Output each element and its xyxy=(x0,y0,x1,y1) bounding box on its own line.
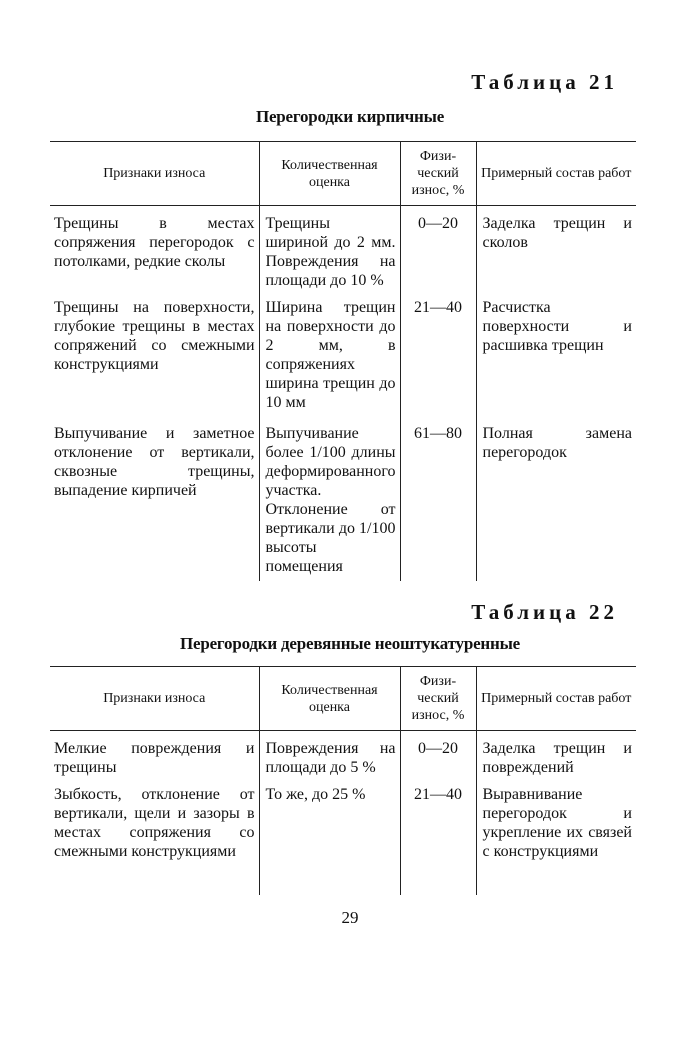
cell-physical-wear: 61—80 xyxy=(400,416,476,581)
page-number: 29 xyxy=(341,908,359,927)
cell-wear-signs: Выпучивание и заметное отклонение от вертикали, сквозные трещины, выпадение кирпичей xyxy=(54,425,255,499)
cell-wear-signs: Зыбкость, отклонение от вертикали, щели и зазоры в местах сопряжения со смежными конструкциями xyxy=(54,786,255,860)
table-22 xyxy=(50,666,636,895)
table-22-title: Перегородки деревянные неоштукатуренные xyxy=(179,634,521,653)
cell-quantitative-assessment: То же, до 25 % xyxy=(259,777,400,895)
cell-quantitative-assessment: Повреждения на площади до 5 % xyxy=(259,731,400,778)
cell-work-composition: Заделка трещин и повреждений xyxy=(476,731,636,778)
header-wear-signs: Признаки износа xyxy=(50,667,259,731)
table-21 xyxy=(50,141,636,581)
cell-physical-wear: 0—20 xyxy=(400,731,476,778)
cell-wear-signs: Трещины в местах сопряжения перегородок с потолками, редкие сколы xyxy=(54,215,255,270)
header-quantitative-assessment: Количественная оценка xyxy=(259,667,400,731)
table-row xyxy=(50,290,636,416)
cell-work-composition: Заделка трещин и сколов xyxy=(476,206,636,291)
table-header-row xyxy=(50,142,636,206)
header-physical-wear: Физи-ческий износ, % xyxy=(400,142,476,206)
header-work-composition: Примерный состав работ xyxy=(476,142,636,206)
header-work-composition: Примерный состав работ xyxy=(476,667,636,731)
table-row xyxy=(50,206,636,291)
table-21-title: Перегородки кирпичные xyxy=(255,107,445,126)
cell-quantitative-assessment: Выпучивание более 1/100 длины деформированного участка. Отклонение от вертикали до 1/100 высоты помещения xyxy=(259,416,400,581)
table-header-row xyxy=(50,667,636,731)
cell-work-composition: Выравнивание перегородок и укрепление их связей с конструкциями xyxy=(476,777,636,895)
cell-wear-signs: Трещины на поверхности, глубокие трещины в местах сопряжений со смежными конструкциями xyxy=(54,299,255,373)
table-row xyxy=(50,416,636,581)
cell-quantitative-assessment: Ширина трещин на поверхности до 2 мм, в сопряжениях ширина трещин до 10 мм xyxy=(259,290,400,416)
cell-physical-wear: 21—40 xyxy=(400,777,476,895)
table-row xyxy=(50,731,636,778)
header-physical-wear: Физи-ческий износ, % xyxy=(400,667,476,731)
header-wear-signs: Признаки износа xyxy=(50,142,259,206)
cell-work-composition: Полная замена перегородок xyxy=(476,416,636,581)
header-quantitative-assessment: Количественная оценка xyxy=(259,142,400,206)
table-22-caption: Таблица 22 xyxy=(471,600,618,624)
cell-work-composition: Расчистка поверхности и расшивка трещин xyxy=(476,290,636,416)
cell-quantitative-assessment: Трещины шириной до 2 мм. Повреждения на площади до 10 % xyxy=(259,206,400,291)
cell-physical-wear: 0—20 xyxy=(400,206,476,291)
cell-wear-signs: Мелкие повреждения и трещины xyxy=(54,740,255,776)
table-row xyxy=(50,777,636,895)
table-21-caption: Таблица 21 xyxy=(471,70,618,94)
cell-physical-wear: 21—40 xyxy=(400,290,476,416)
